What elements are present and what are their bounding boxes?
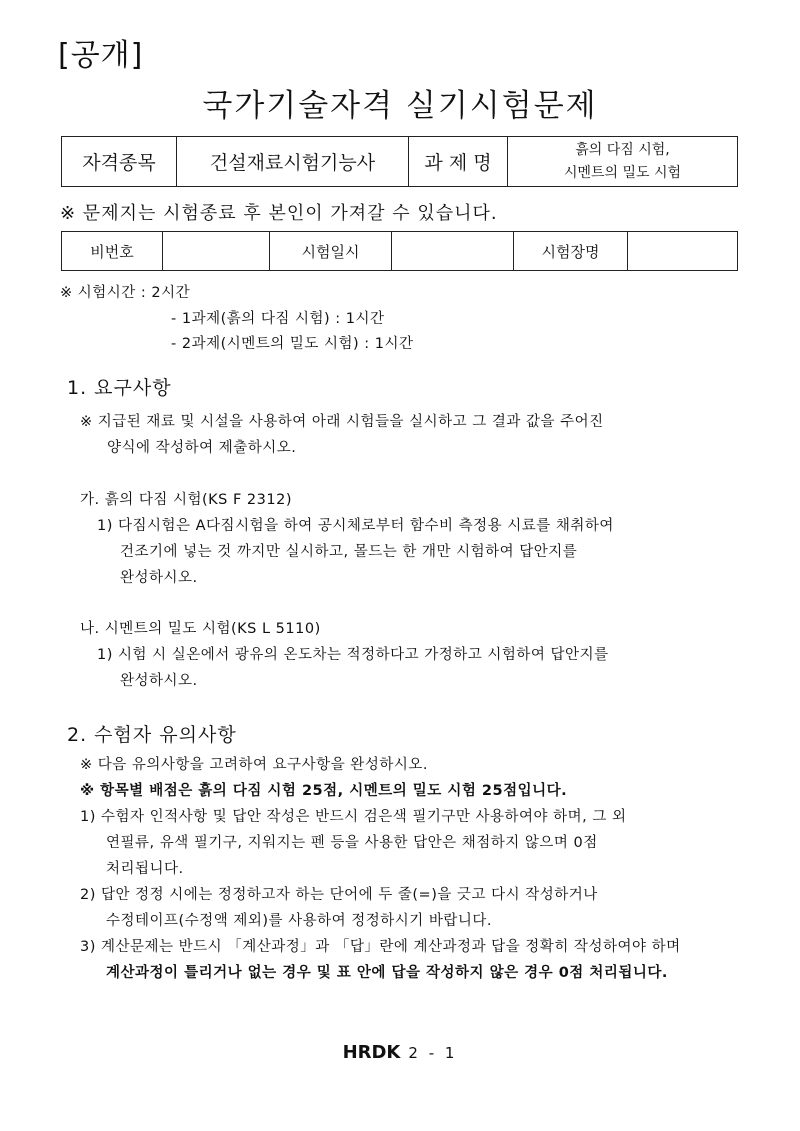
section2-heading: 2. 수험자 유의사항 <box>67 724 237 746</box>
place-label: 시험장명 <box>514 232 628 271</box>
section1-heading: 1. 요구사항 <box>67 377 172 399</box>
public-tag: [공개] <box>58 38 144 73</box>
notice-text: ※ 문제지는 시험종료 후 본인이 가져갈 수 있습니다. <box>60 203 498 224</box>
item1-line3: 처리됩니다. <box>106 861 184 877</box>
section2-note2: ※ 항목별 배점은 흙의 다짐 시험 25점, 시멘트의 밀도 시험 25점입니다. <box>80 783 568 799</box>
task-label: 과 제 명 <box>409 137 508 187</box>
page-footer <box>0 1042 800 1063</box>
item3-line2: 계산과정이 틀리거나 없는 경우 및 표 안에 답을 작성하지 않은 경우 0점 처리됩니다. <box>106 965 668 981</box>
item3-line1: 3) 계산문제는 반드시 「계산과정」과 「답」란에 계산과정과 답을 정확히 작성하여야 하며 <box>80 939 681 955</box>
section2-note1: ※ 다음 유의사항을 고려하여 요구사항을 완성하시오. <box>80 757 428 773</box>
task-value-line2: 시멘트의 밀도 시험 <box>563 164 682 181</box>
place-value[interactable] <box>628 232 738 271</box>
ga-item-line3: 완성하시오. <box>120 570 198 586</box>
item2-line1: 2) 답안 정정 시에는 정정하고자 하는 단어에 두 줄(=)을 긋고 다시 작성하거나 <box>80 887 598 903</box>
na-item-line2: 완성하시오. <box>120 673 198 689</box>
item2-line2: 수정테이프(수정액 제외)를 사용하여 정정하시기 바랍니다. <box>106 913 493 929</box>
ga-item-line1: 1) 다짐시험은 A다짐시험을 하여 공시체로부터 함수비 측정용 시료를 채취하여 <box>97 518 614 534</box>
number-label: 비번호 <box>62 232 163 271</box>
page-title: 국가기술자격 실기시험문제 <box>202 88 598 124</box>
hrdk-logo: HRDK <box>342 1042 401 1063</box>
task-value <box>508 137 738 187</box>
date-label: 시험일시 <box>270 232 392 271</box>
date-value[interactable] <box>392 232 514 271</box>
field-value: 건설재료시험기능사 <box>177 137 409 187</box>
id-table <box>61 231 738 271</box>
section1-intro-line1: ※ 지급된 재료 및 시설을 사용하여 아래 시험들을 실시하고 그 결과 값을 주어진 <box>80 414 604 430</box>
item1-line1: 1) 수험자 인적사항 및 답안 작성은 반드시 검은색 필기구만 사용하여야 하며, 그 외 <box>80 809 627 825</box>
na-item-line1: 1) 시험 시 실온에서 광유의 온도차는 적정하다고 가정하고 시험하여 답안지를 <box>97 647 609 663</box>
info-table <box>61 136 738 187</box>
field-label: 자격종목 <box>62 137 177 187</box>
task-value-line1: 흙의 다짐 시험, <box>575 141 670 158</box>
item1-line2: 연필류, 유색 필기구, 지워지는 펜 등을 사용한 답안은 채점하지 않으며 0점 <box>106 835 598 851</box>
number-value[interactable] <box>163 232 270 271</box>
page-number: 2 - 1 <box>408 1044 458 1062</box>
ga-item-line2: 건조기에 넣는 것 까지만 실시하고, 몰드는 한 개만 시험하여 답안지를 <box>120 544 578 560</box>
exam-time-line2: - 1과제(흙의 다짐 시험) : 1시간 <box>171 311 385 327</box>
section1-intro-line2: 양식에 작성하여 제출하시오. <box>107 440 297 456</box>
exam-time-line1: ※ 시험시간 : 2시간 <box>60 285 191 301</box>
ga-heading: 가. 흙의 다짐 시험(KS F 2312) <box>80 492 292 508</box>
na-heading: 나. 시멘트의 밀도 시험(KS L 5110) <box>80 621 321 637</box>
exam-time-line3: - 2과제(시멘트의 밀도 시험) : 1시간 <box>171 336 414 352</box>
